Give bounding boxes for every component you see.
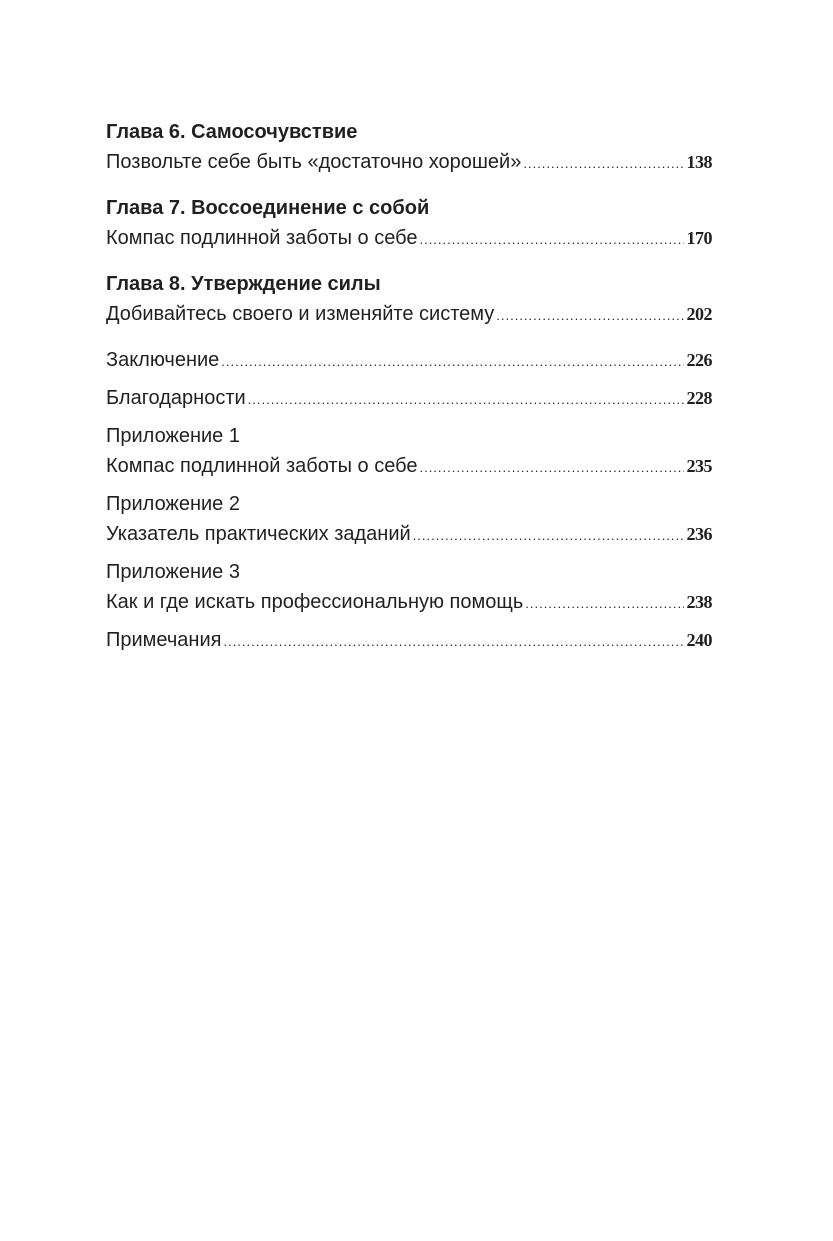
page-number: 236 [686,524,712,544]
toc-entry[interactable] [106,519,712,549]
appendix-2-block [106,489,712,549]
dot-leader [523,149,683,179]
entry-title: Как и где искать профессиональную помощь [106,591,524,613]
entry-title: Благодарности [106,387,246,409]
page-number: 202 [686,304,712,324]
chapter-heading: Глава 7. Воссоединение с собой [106,197,430,219]
chapter-heading: Глава 8. Утверждение силы [106,273,381,295]
table-of-contents [106,117,712,655]
page-number: 238 [686,592,712,612]
dot-leader [221,347,683,377]
toc-entry[interactable] [106,223,712,253]
toc-entry-acknowledgements[interactable] [106,383,712,413]
page-number: 240 [686,630,712,650]
dot-leader [248,385,684,415]
appendix-label: Приложение 3 [106,561,240,583]
toc-entry[interactable] [106,587,712,617]
entry-title: Заключение [106,349,220,371]
appendix-1-block [106,421,712,481]
entry-title: Позвольте себе быть «достаточно хорошей» [106,151,522,173]
page-number: 235 [686,456,712,476]
entry-title: Указатель практических заданий [106,523,411,545]
appendix-label: Приложение 1 [106,425,240,447]
entry-title: Компас подлинной заботы о себе [106,455,418,477]
toc-entry[interactable] [106,147,712,177]
chapter-6-block [106,117,712,177]
dot-leader [413,521,684,551]
page-number: 170 [686,228,712,248]
chapter-8-block [106,269,712,329]
appendix-label: Приложение 2 [106,493,240,515]
toc-entry[interactable] [106,451,712,481]
page-number: 228 [686,388,712,408]
dot-leader [223,627,683,657]
page-number: 226 [686,350,712,370]
toc-entry-conclusion[interactable] [106,345,712,375]
chapter-heading: Глава 6. Самосочувствие [106,121,358,143]
chapter-7-block [106,193,712,253]
entry-title: Компас подлинной заботы о себе [106,227,418,249]
entry-title: Примечания [106,629,222,651]
toc-entry-notes[interactable] [106,625,712,655]
dot-leader [419,225,683,255]
toc-entry[interactable] [106,299,712,329]
page-number: 138 [686,152,712,172]
dot-leader [496,301,683,331]
entry-title: Добивайтесь своего и изменяйте систему [106,303,495,325]
appendix-3-block [106,557,712,617]
dot-leader [525,589,683,619]
dot-leader [419,453,683,483]
